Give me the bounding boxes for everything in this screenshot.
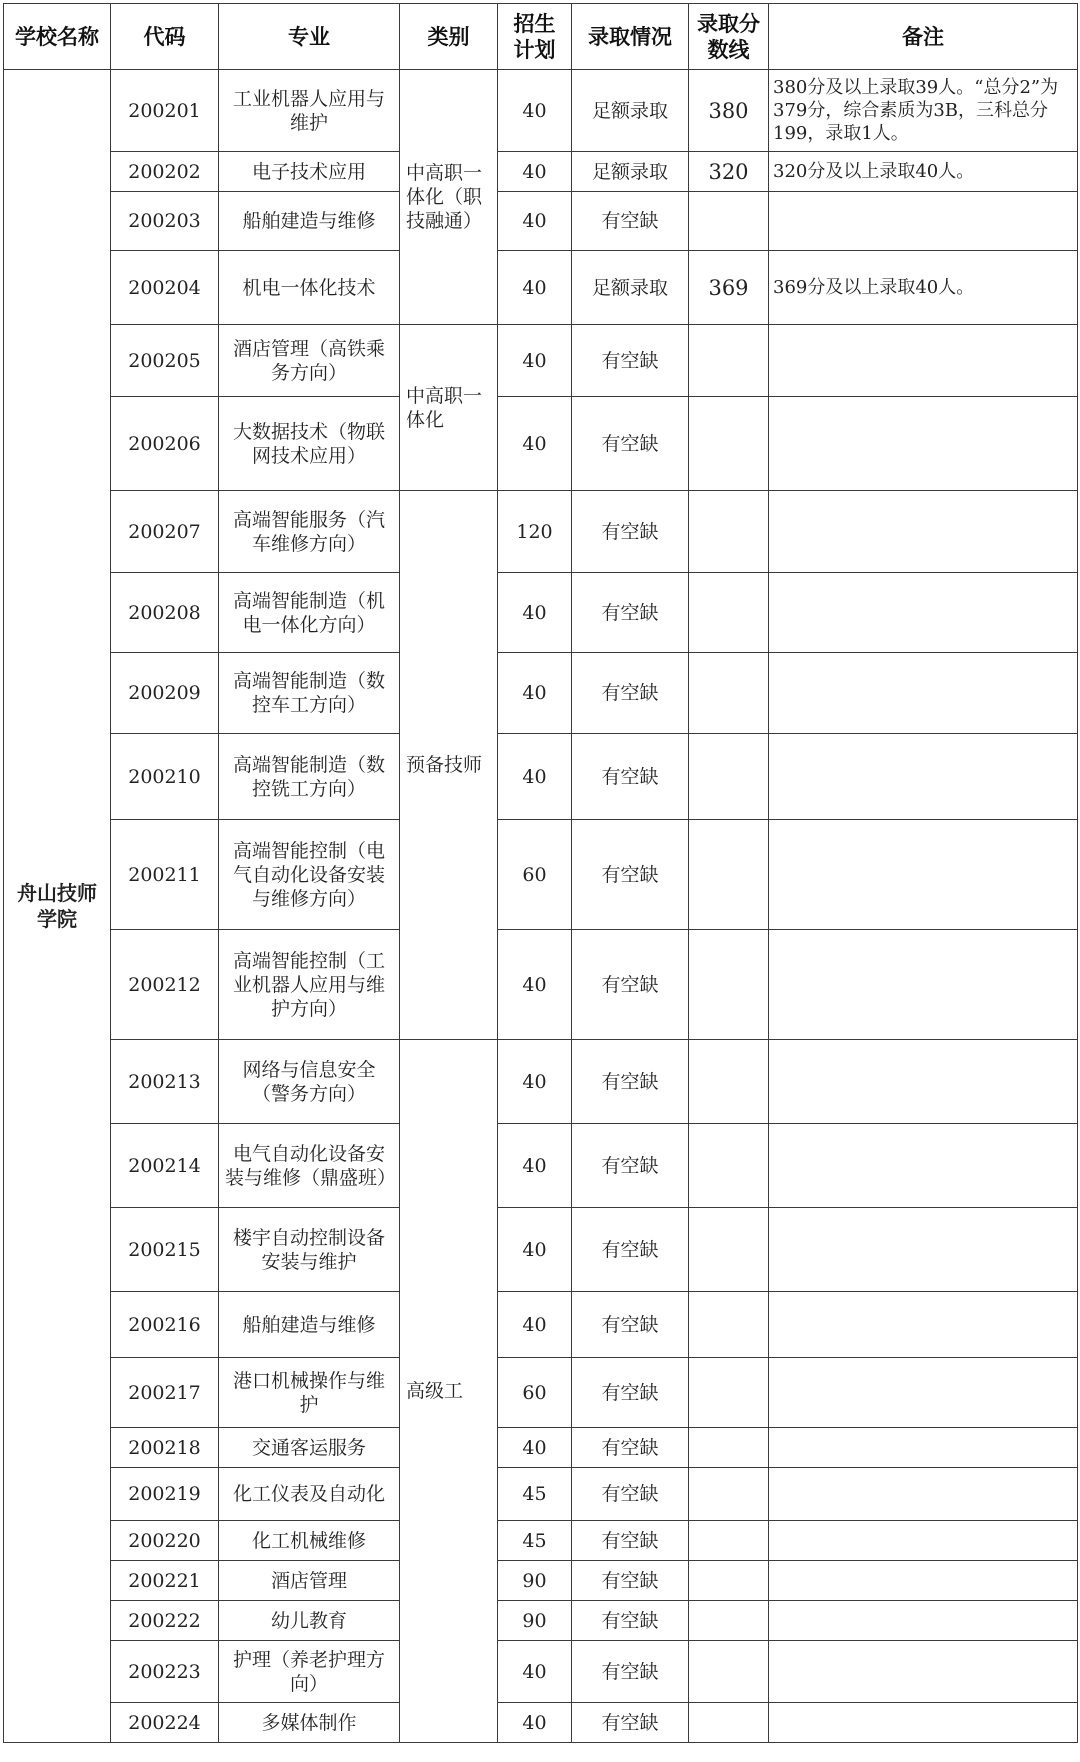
note-cell bbox=[769, 1468, 1078, 1521]
school-name-cell bbox=[4, 70, 111, 1743]
status-cell: 有空缺 bbox=[572, 1208, 689, 1292]
plan-cell: 40 bbox=[498, 1040, 572, 1124]
code-cell: 200215 bbox=[111, 1208, 219, 1292]
note-cell bbox=[769, 397, 1078, 491]
major-cell: 酒店管理（高铁乘务方向） bbox=[219, 325, 400, 397]
plan-cell: 40 bbox=[498, 1641, 572, 1703]
status-cell: 有空缺 bbox=[572, 734, 689, 820]
major-cell: 高端智能控制（工业机器人应用与维护方向） bbox=[219, 930, 400, 1040]
code-cell: 200210 bbox=[111, 734, 219, 820]
score-cell bbox=[689, 1468, 769, 1521]
plan-cell: 40 bbox=[498, 1124, 572, 1208]
note-cell bbox=[769, 1358, 1078, 1428]
plan-cell: 45 bbox=[498, 1468, 572, 1521]
status-cell: 有空缺 bbox=[572, 1428, 689, 1468]
major-cell: 高端智能控制（电气自动化设备安装与维修方向） bbox=[219, 820, 400, 930]
plan-cell: 40 bbox=[498, 397, 572, 491]
note-cell: 320分及以上录取40人。 bbox=[769, 152, 1078, 192]
major-cell: 护理（养老护理方向） bbox=[219, 1641, 400, 1703]
major-cell: 大数据技术（物联网技术应用） bbox=[219, 397, 400, 491]
score-cell bbox=[689, 1521, 769, 1561]
major-cell: 多媒体制作 bbox=[219, 1703, 400, 1743]
table-row bbox=[4, 152, 1078, 192]
table-row bbox=[4, 1292, 1078, 1358]
header-score bbox=[689, 4, 769, 70]
code-cell: 200217 bbox=[111, 1358, 219, 1428]
table-row bbox=[4, 192, 1078, 251]
major-cell: 交通客运服务 bbox=[219, 1428, 400, 1468]
major-cell: 高端智能制造（数控车工方向） bbox=[219, 653, 400, 734]
major-cell: 高端智能制造（机电一体化方向） bbox=[219, 573, 400, 653]
major-cell: 化工仪表及自动化 bbox=[219, 1468, 400, 1521]
table-row bbox=[4, 1521, 1078, 1561]
admission-table bbox=[3, 3, 1078, 1743]
plan-cell: 40 bbox=[498, 1292, 572, 1358]
status-cell: 足额录取 bbox=[572, 152, 689, 192]
status-cell: 有空缺 bbox=[572, 192, 689, 251]
category-cell: 中高职一体化 bbox=[400, 325, 498, 491]
status-cell: 有空缺 bbox=[572, 1521, 689, 1561]
code-cell: 200201 bbox=[111, 70, 219, 152]
status-cell: 有空缺 bbox=[572, 1040, 689, 1124]
plan-cell: 40 bbox=[498, 653, 572, 734]
code-cell: 200212 bbox=[111, 930, 219, 1040]
note-cell bbox=[769, 1208, 1078, 1292]
status-cell: 有空缺 bbox=[572, 1124, 689, 1208]
plan-cell: 40 bbox=[498, 152, 572, 192]
table-row bbox=[4, 1703, 1078, 1743]
code-cell: 200219 bbox=[111, 1468, 219, 1521]
plan-cell: 90 bbox=[498, 1561, 572, 1601]
score-cell bbox=[689, 491, 769, 573]
note-cell bbox=[769, 930, 1078, 1040]
score-cell bbox=[689, 734, 769, 820]
major-cell: 电子技术应用 bbox=[219, 152, 400, 192]
note-cell bbox=[769, 491, 1078, 573]
major-cell: 船舶建造与维修 bbox=[219, 1292, 400, 1358]
plan-cell: 90 bbox=[498, 1601, 572, 1641]
code-cell: 200202 bbox=[111, 152, 219, 192]
score-cell bbox=[689, 1358, 769, 1428]
note-cell bbox=[769, 192, 1078, 251]
note-cell: 380分及以上录取39人。“总分2”为379分，综合素质为3B，三科总分199，录取1人。 bbox=[769, 70, 1078, 152]
score-cell: 320 bbox=[689, 152, 769, 192]
score-cell bbox=[689, 820, 769, 930]
note-cell bbox=[769, 734, 1078, 820]
table-row bbox=[4, 325, 1078, 397]
table-row bbox=[4, 653, 1078, 734]
note-cell bbox=[769, 1601, 1078, 1641]
note-cell bbox=[769, 1521, 1078, 1561]
score-cell bbox=[689, 1641, 769, 1703]
plan-cell: 60 bbox=[498, 820, 572, 930]
status-cell: 有空缺 bbox=[572, 573, 689, 653]
code-cell: 200221 bbox=[111, 1561, 219, 1601]
note-cell bbox=[769, 1292, 1078, 1358]
status-cell: 有空缺 bbox=[572, 1601, 689, 1641]
status-cell: 有空缺 bbox=[572, 1292, 689, 1358]
code-cell: 200205 bbox=[111, 325, 219, 397]
header-school: 学校名称 bbox=[4, 4, 111, 70]
table-row bbox=[4, 734, 1078, 820]
table-row bbox=[4, 573, 1078, 653]
major-cell: 港口机械操作与维护 bbox=[219, 1358, 400, 1428]
plan-cell: 40 bbox=[498, 192, 572, 251]
major-cell: 高端智能服务（汽车维修方向） bbox=[219, 491, 400, 573]
note-cell bbox=[769, 1561, 1078, 1601]
note-cell bbox=[769, 573, 1078, 653]
code-cell: 200213 bbox=[111, 1040, 219, 1124]
school-name-line2: 学院 bbox=[37, 907, 77, 931]
status-cell: 有空缺 bbox=[572, 325, 689, 397]
plan-cell: 40 bbox=[498, 70, 572, 152]
table-row bbox=[4, 1468, 1078, 1521]
code-cell: 200211 bbox=[111, 820, 219, 930]
status-cell: 有空缺 bbox=[572, 491, 689, 573]
score-cell bbox=[689, 930, 769, 1040]
plan-cell: 40 bbox=[498, 325, 572, 397]
header-plan-line1: 招生 bbox=[513, 11, 556, 36]
note-cell bbox=[769, 325, 1078, 397]
plan-cell: 40 bbox=[498, 1703, 572, 1743]
status-cell: 有空缺 bbox=[572, 1641, 689, 1703]
plan-cell: 60 bbox=[498, 1358, 572, 1428]
major-cell: 网络与信息安全（警务方向） bbox=[219, 1040, 400, 1124]
score-cell bbox=[689, 397, 769, 491]
score-cell bbox=[689, 1428, 769, 1468]
status-cell: 有空缺 bbox=[572, 820, 689, 930]
code-cell: 200209 bbox=[111, 653, 219, 734]
status-cell: 有空缺 bbox=[572, 1468, 689, 1521]
major-cell: 幼儿教育 bbox=[219, 1601, 400, 1641]
score-cell: 380 bbox=[689, 70, 769, 152]
score-cell bbox=[689, 1124, 769, 1208]
code-cell: 200208 bbox=[111, 573, 219, 653]
code-cell: 200223 bbox=[111, 1641, 219, 1703]
table-row bbox=[4, 1561, 1078, 1601]
score-cell bbox=[689, 1601, 769, 1641]
major-cell: 工业机器人应用与维护 bbox=[219, 70, 400, 152]
category-cell: 中高职一体化（职技融通） bbox=[400, 70, 498, 325]
status-cell: 有空缺 bbox=[572, 397, 689, 491]
plan-cell: 40 bbox=[498, 1428, 572, 1468]
score-cell bbox=[689, 1208, 769, 1292]
plan-cell: 40 bbox=[498, 734, 572, 820]
status-cell: 足额录取 bbox=[572, 251, 689, 325]
major-cell: 船舶建造与维修 bbox=[219, 192, 400, 251]
plan-cell: 40 bbox=[498, 1208, 572, 1292]
header-row bbox=[4, 4, 1078, 70]
code-cell: 200203 bbox=[111, 192, 219, 251]
major-cell: 电气自动化设备安装与维修（鼎盛班） bbox=[219, 1124, 400, 1208]
note-cell bbox=[769, 1703, 1078, 1743]
table-row bbox=[4, 930, 1078, 1040]
header-status: 录取情况 bbox=[572, 4, 689, 70]
table-row bbox=[4, 1601, 1078, 1641]
plan-cell: 45 bbox=[498, 1521, 572, 1561]
major-cell: 酒店管理 bbox=[219, 1561, 400, 1601]
table-row bbox=[4, 1124, 1078, 1208]
plan-cell: 40 bbox=[498, 573, 572, 653]
major-cell: 高端智能制造（数控铣工方向） bbox=[219, 734, 400, 820]
score-cell: 369 bbox=[689, 251, 769, 325]
header-plan bbox=[498, 4, 572, 70]
header-major: 专业 bbox=[219, 4, 400, 70]
header-plan-line2: 计划 bbox=[513, 37, 556, 62]
score-cell bbox=[689, 1703, 769, 1743]
note-cell bbox=[769, 1428, 1078, 1468]
header-score-line2: 数线 bbox=[707, 37, 750, 62]
table-row bbox=[4, 820, 1078, 930]
table-row bbox=[4, 251, 1078, 325]
code-cell: 200207 bbox=[111, 491, 219, 573]
status-cell: 有空缺 bbox=[572, 930, 689, 1040]
table-row bbox=[4, 1428, 1078, 1468]
note-cell bbox=[769, 1040, 1078, 1124]
category-cell: 预备技师 bbox=[400, 491, 498, 1040]
code-cell: 200216 bbox=[111, 1292, 219, 1358]
score-cell bbox=[689, 653, 769, 734]
table-row bbox=[4, 1208, 1078, 1292]
table-row bbox=[4, 491, 1078, 573]
header-note: 备注 bbox=[769, 4, 1078, 70]
table-row bbox=[4, 1358, 1078, 1428]
header-code: 代码 bbox=[111, 4, 219, 70]
note-cell bbox=[769, 820, 1078, 930]
status-cell: 有空缺 bbox=[572, 1561, 689, 1601]
note-cell: 369分及以上录取40人。 bbox=[769, 251, 1078, 325]
status-cell: 有空缺 bbox=[572, 1703, 689, 1743]
table-body bbox=[4, 70, 1078, 1743]
major-cell: 化工机械维修 bbox=[219, 1521, 400, 1561]
score-cell bbox=[689, 192, 769, 251]
major-cell: 楼宇自动控制设备安装与维护 bbox=[219, 1208, 400, 1292]
code-cell: 200222 bbox=[111, 1601, 219, 1641]
header-score-line1: 录取分 bbox=[697, 11, 760, 36]
major-cell: 机电一体化技术 bbox=[219, 251, 400, 325]
score-cell bbox=[689, 1561, 769, 1601]
category-cell: 高级工 bbox=[400, 1040, 498, 1743]
code-cell: 200214 bbox=[111, 1124, 219, 1208]
score-cell bbox=[689, 573, 769, 653]
code-cell: 200206 bbox=[111, 397, 219, 491]
note-cell bbox=[769, 1124, 1078, 1208]
table-row bbox=[4, 1040, 1078, 1124]
status-cell: 有空缺 bbox=[572, 653, 689, 734]
score-cell bbox=[689, 1040, 769, 1124]
note-cell bbox=[769, 1641, 1078, 1703]
status-cell: 足额录取 bbox=[572, 70, 689, 152]
code-cell: 200220 bbox=[111, 1521, 219, 1561]
code-cell: 200218 bbox=[111, 1428, 219, 1468]
plan-cell: 40 bbox=[498, 251, 572, 325]
status-cell: 有空缺 bbox=[572, 1358, 689, 1428]
score-cell bbox=[689, 325, 769, 397]
table-row bbox=[4, 1641, 1078, 1703]
table-row bbox=[4, 397, 1078, 491]
school-name-line1: 舟山技师 bbox=[17, 881, 97, 905]
code-cell: 200224 bbox=[111, 1703, 219, 1743]
note-cell bbox=[769, 653, 1078, 734]
table-row bbox=[4, 70, 1078, 152]
score-cell bbox=[689, 1292, 769, 1358]
code-cell: 200204 bbox=[111, 251, 219, 325]
plan-cell: 40 bbox=[498, 930, 572, 1040]
plan-cell: 120 bbox=[498, 491, 572, 573]
header-category: 类别 bbox=[400, 4, 498, 70]
